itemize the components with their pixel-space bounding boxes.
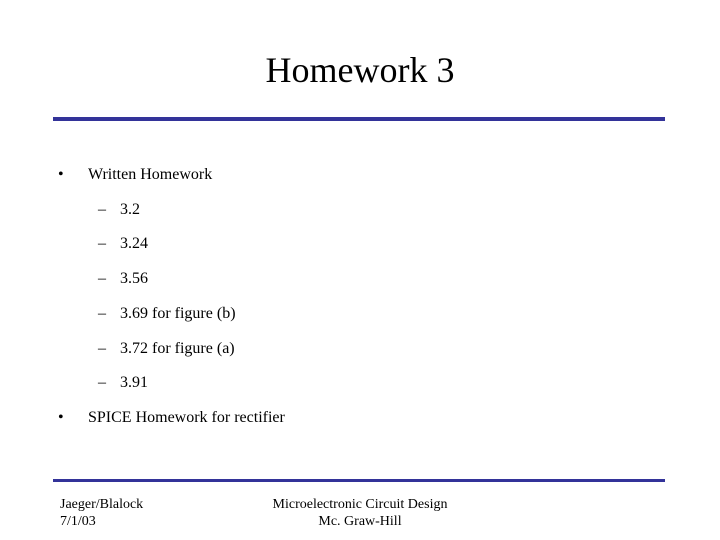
- slide-title: Homework 3: [265, 50, 455, 90]
- bullet-text: SPICE Homework for rectifier: [88, 409, 285, 426]
- bullet-marker: •: [58, 166, 64, 183]
- footer-date: 7/1/03: [60, 514, 96, 529]
- sub-item-text: 3.56: [120, 270, 148, 287]
- sub-item-text: 3.24: [120, 235, 148, 252]
- sub-item-text: 3.2: [120, 201, 140, 218]
- dash-marker: –: [98, 340, 106, 357]
- footer-authors: [60, 496, 143, 530]
- title-divider: [53, 117, 665, 121]
- sub-item-text: 3.91: [120, 374, 148, 391]
- bullet-text: Written Homework: [88, 166, 213, 183]
- dash-marker: –: [98, 305, 106, 322]
- dash-marker: –: [98, 374, 106, 391]
- footer-book: [240, 496, 480, 530]
- sub-item-text: 3.72 for figure (a): [120, 340, 235, 357]
- sub-item-text: 3.69 for figure (b): [120, 305, 236, 322]
- dash-marker: –: [98, 270, 106, 287]
- footer-publisher: Mc. Graw-Hill: [318, 514, 402, 529]
- bullet-marker: •: [58, 409, 64, 426]
- footer-book-title: Microelectronic Circuit Design: [272, 497, 448, 512]
- footer-author-names: Jaeger/Blalock: [60, 497, 144, 512]
- dash-marker: –: [98, 201, 106, 218]
- dash-marker: –: [98, 235, 106, 252]
- footer-divider: [53, 479, 665, 482]
